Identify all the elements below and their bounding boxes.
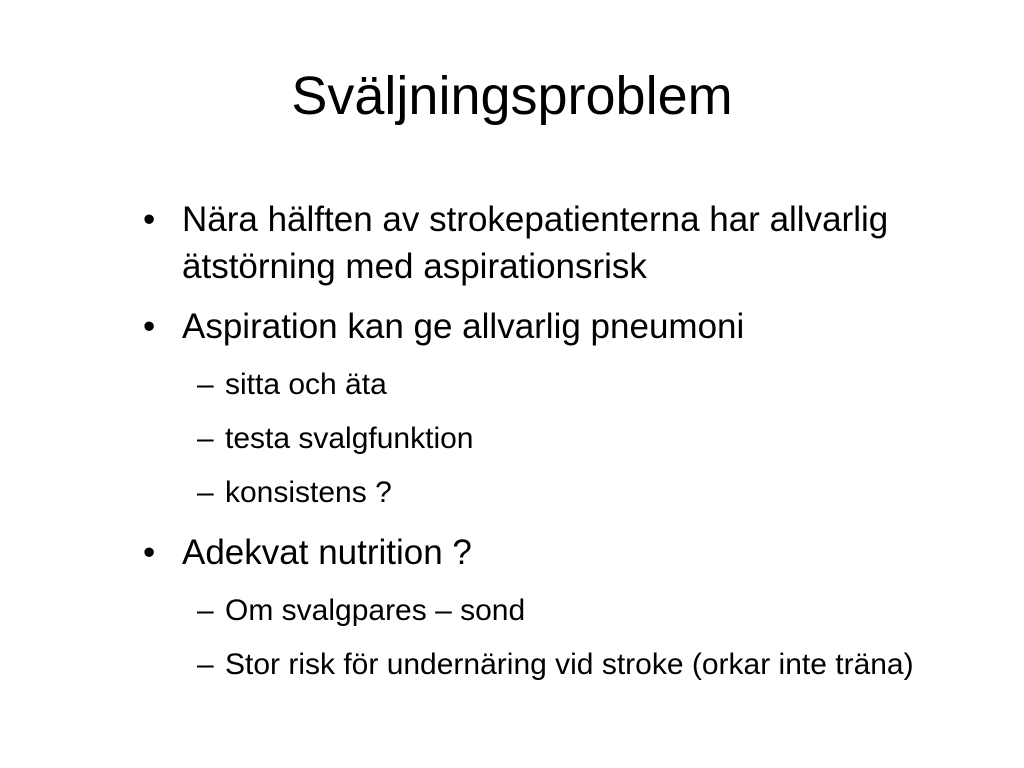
sub-bullet-text: Om svalgpares – sond (225, 594, 526, 627)
bullet-item (137, 196, 967, 290)
dash-marker: – (197, 476, 214, 509)
sub-bullet-text: testa svalgfunktion (225, 422, 474, 455)
sub-bullet-text: Stor risk för undernäring vid stroke (orkar inte träna) (225, 648, 914, 681)
bullet-marker: • (143, 307, 156, 346)
sub-bullet-item (137, 417, 967, 461)
bullet-item (137, 529, 967, 576)
bullet-marker: • (143, 533, 156, 572)
sub-bullet-item (137, 589, 967, 633)
sub-bullet-item (137, 363, 967, 407)
bullet-list (137, 196, 967, 697)
bullet-text: Adekvat nutrition ? (182, 533, 472, 572)
slide-title: Sväljningsproblem (291, 66, 733, 126)
dash-marker: – (197, 648, 214, 681)
dash-marker: – (197, 368, 214, 401)
bullet-marker: • (143, 200, 156, 239)
sub-bullet-item (137, 643, 967, 687)
bullet-text: Aspiration kan ge allvarlig pneumoni (182, 307, 745, 346)
dash-marker: – (197, 422, 214, 455)
bullet-text: Nära hälften av strokepatienterna har allvarlig ätstörning med aspirationsrisk (182, 200, 889, 286)
bullet-item (137, 303, 967, 350)
sub-bullet-text: sitta och äta (225, 368, 387, 401)
dash-marker: – (197, 594, 214, 627)
sub-bullet-item (137, 471, 967, 515)
sub-bullet-text: konsistens ? (225, 476, 392, 509)
